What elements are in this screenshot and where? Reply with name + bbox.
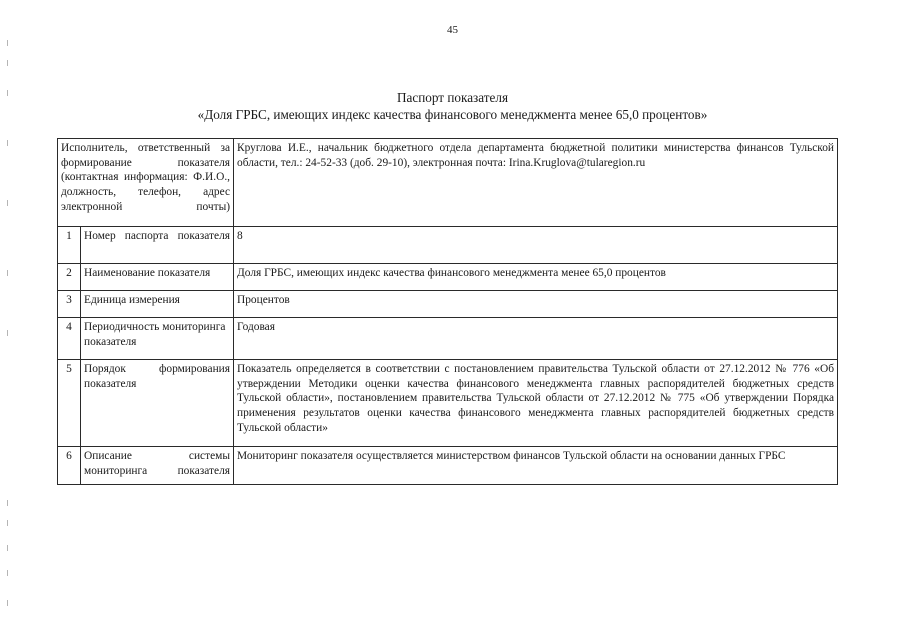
row-label: Номер паспорта показателя <box>81 227 234 264</box>
row-number: 1 <box>58 227 81 264</box>
page-number: 45 <box>447 24 458 36</box>
table-row-responsible <box>58 139 838 227</box>
row-label: Единица измерения <box>81 291 234 318</box>
responsible-label: Исполнитель, ответственный за формирование показателя (контактная информация: Ф.И.О., должность, телефон, адрес электронной почты) <box>58 139 234 227</box>
row-number: 3 <box>58 291 81 318</box>
row-number: 5 <box>58 360 81 447</box>
table-row <box>58 360 838 447</box>
row-label: Периодичность мониторинга показателя <box>81 318 234 360</box>
row-label: Порядок формирования показателя <box>81 360 234 447</box>
title-line-1: Паспорт показателя <box>396 90 509 105</box>
row-value: Доля ГРБС, имеющих индекс качества финансового менеджмента менее 65,0 процентов <box>234 264 838 291</box>
row-number: 4 <box>58 318 81 360</box>
row-value: Мониторинг показателя осуществляется министерством финансов Тульской области на основании данных ГРБС <box>234 447 838 485</box>
row-value: Годовая <box>234 318 838 360</box>
table-row <box>58 447 838 485</box>
table-row <box>58 264 838 291</box>
row-label: Наименование показателя <box>81 264 234 291</box>
title-line-2: «Доля ГРБС, имеющих индекс качества финансового менеджмента менее 65,0 процентов» <box>197 107 708 122</box>
row-number: 6 <box>58 447 81 485</box>
row-value: Показатель определяется в соответствии с постановлением правительства Тульской области от 27.12.2012 № 776 «Об утверждении Методики оценки качества финансового менеджмента главных распорядителей бюджетных средств Тульской области», постановлением правительства Тульской области от 27.12.2012 № 775 «Об утверждении Порядка применения результатов оценки качества финансового менеджмента главных распорядителей бюджетных средств Тульской области» <box>234 360 838 447</box>
table-row <box>58 227 838 264</box>
table-row <box>58 291 838 318</box>
row-label: Описание системы мониторинга показателя <box>81 447 234 485</box>
row-value: 8 <box>234 227 838 264</box>
indicator-passport-table <box>57 138 838 485</box>
document-title <box>0 89 905 123</box>
row-number: 2 <box>58 264 81 291</box>
responsible-value: Круглова И.Е., начальник бюджетного отдела департамента бюджетной политики министерства финансов Тульской области, тел.: 24-52-33 (доб. 29-10), электронная почта: Irina.Kruglova@tularegion.ru <box>234 139 838 227</box>
row-value: Процентов <box>234 291 838 318</box>
table-row <box>58 318 838 360</box>
